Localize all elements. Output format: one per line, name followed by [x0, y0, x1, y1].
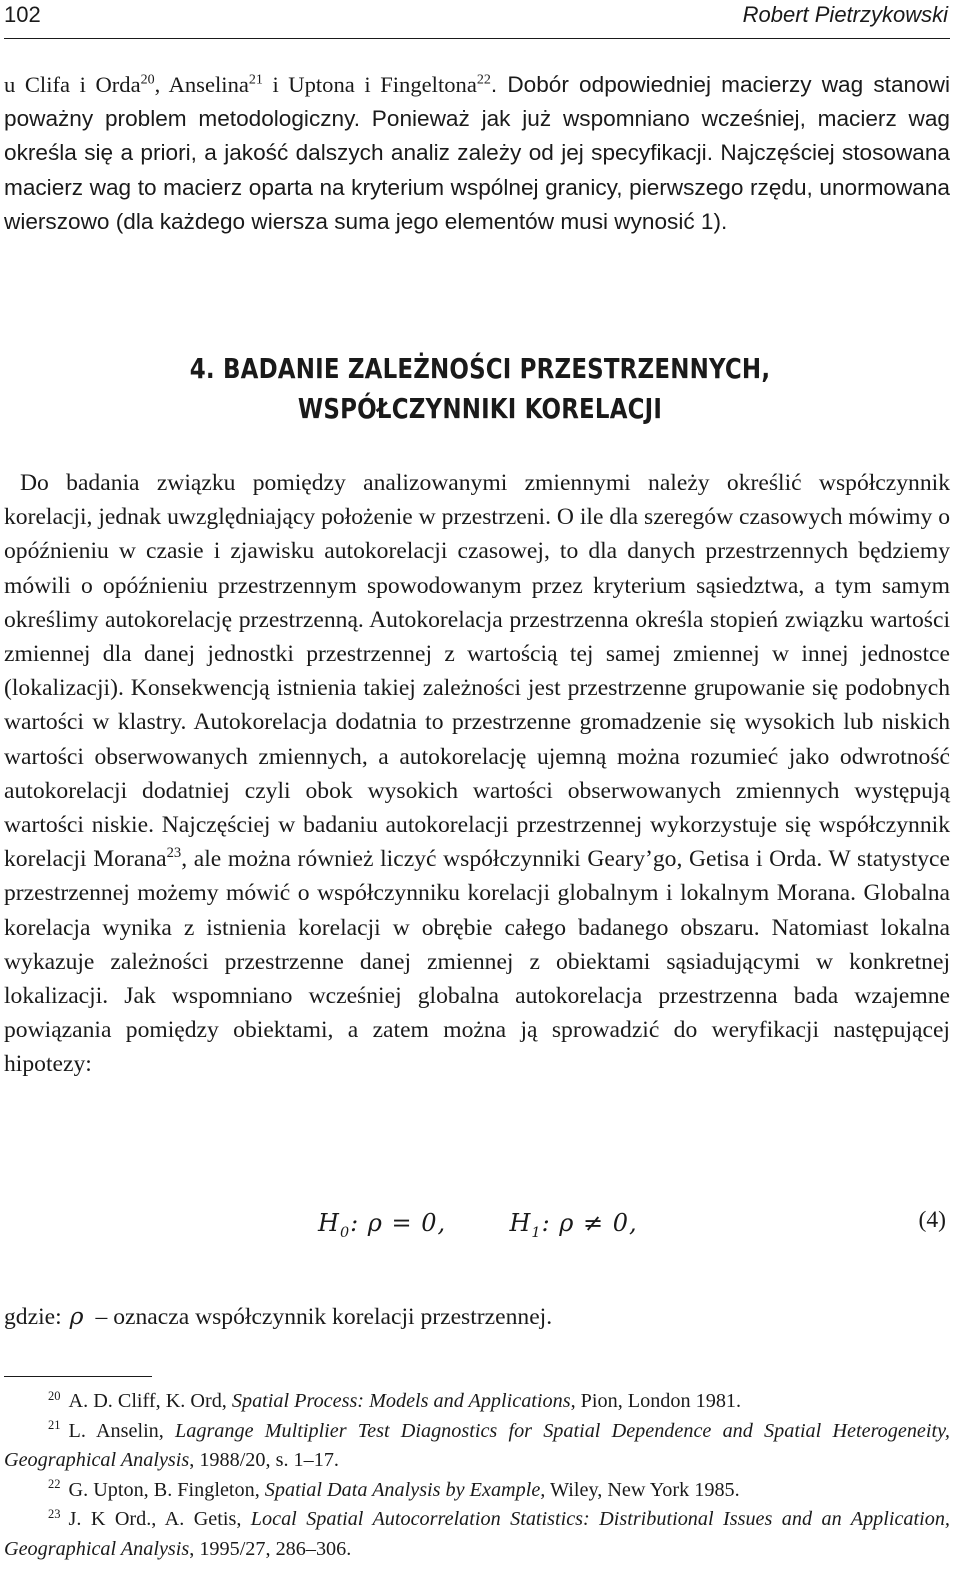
- footnote-title: Local Spatial Autocorrelation Statistics: Distributional Issues and an Application, Geographical Analysis: [4, 1508, 950, 1560]
- intro-text: . Dobór odpowiedniej macierzy wag stanowi poważny problem metodologiczny. Ponieważ jak już wspomniano wcześniej, macierz wag określa się a priori, a jakość dalszych analiz zależy od jej specyfikacji. Najczęściej stosowana macierz wag to macierz oparta na kryterium wspólnej granicy, pierwszego rzędu, unormowana wierszowo (dla każdego wiersza suma jego elementów musi wynosić 1).: [4, 72, 950, 234]
- symbol-definition: [4, 1302, 552, 1331]
- footnote: $^{20}$ A. D. Cliff, K. Ord, Spatial Process: Models and Applications, Pion, London 1981.: [48, 1388, 742, 1412]
- intro-text: i Uptona i Fingeltona: [262, 72, 477, 97]
- footnote-ref: 23: [166, 845, 182, 862]
- running-header-author: Robert Pietrzykowski: [742, 2, 948, 27]
- footnote-ref: 22: [476, 72, 491, 88]
- intro-paragraph: [4, 68, 950, 239]
- footnote-divider: [4, 1376, 152, 1377]
- page-number: 102: [4, 2, 41, 27]
- footnote: $^{22}$ G. Upton, B. Fingleton, Spatial Data Analysis by Example, Wiley, New York 1985.: [48, 1477, 740, 1501]
- section-heading-line: WSPÓŁCZYNNIKI KORELACJI: [297, 392, 663, 425]
- section-heading-line: 4. BADANIE ZALEŻNOŚCI PRZESTRZENNYCH,: [189, 352, 771, 385]
- running-header: [4, 0, 950, 39]
- footnote-title: Lagrange Multiplier Test Diagnostics for Spatial Dependence and Spatial Heterogeneity, Geographical Analysis: [4, 1419, 950, 1472]
- footnote: $^{23}$ J. K Ord., A. Getis, Local Spatial Autocorrelation Statistics: Distributional Issues and an Application, Geographical Analysis, 1995/27, 286–306.: [4, 1506, 950, 1560]
- hypothesis-equation: $H_0$: ρ = 0, $H_1$: ρ ≠ 0,: [318, 1209, 638, 1241]
- body-paragraph: [4, 466, 950, 1082]
- footnote-ref: 20: [140, 72, 155, 88]
- footnote-ref: 21: [248, 72, 263, 88]
- intro-text: u Clifa i Orda: [4, 72, 141, 97]
- footnote-title: Spatial Data Analysis by Example,: [264, 1478, 546, 1501]
- definition-label: gdzie:: [4, 1304, 62, 1330]
- equation-block: [0, 1205, 950, 1249]
- footnote-number: 21: [48, 1418, 61, 1433]
- footnotes: [4, 1387, 950, 1565]
- intro-text: , Anselina: [154, 72, 249, 97]
- equation-number: (4): [918, 1207, 946, 1233]
- footnote-number: 22: [48, 1477, 61, 1492]
- footnote-number: 20: [48, 1388, 61, 1403]
- section-heading: [86, 349, 873, 429]
- rho-symbol: ρ: [69, 1302, 84, 1330]
- footnote-title: Spatial Process: Models and Applications: [231, 1390, 571, 1412]
- footnote: $^{21}$ L. Anselin, Lagrange Multiplier Test Diagnostics for Spatial Dependence and Spatial Heterogeneity, Geographical Analysis, 1988/20, s. 1–17.: [4, 1418, 950, 1472]
- body-text: , ale można również liczyć współczynniki Geary’go, Getisa i Orda. W statystyce przestrzennej możemy mówić o współczynniku korelacji globalnym i lokalnym Morana. Globalna korelacja wynika z istnienia korelacji w obrębie całego badanego obszaru. Natomiast lokalna wykazuje zależności przestrzenne danej zmiennej z obiektami sąsiadującymi w konkretnej lokalizacji. Jak wspomniano wcześniej globalna autokorelacja przestrzenna bada wzajemne powiązania pomiędzy obiektami, a zatem można ją sprowadzić do weryfikacji następującej hipotezy:: [4, 846, 950, 1078]
- body-text: Do badania związku pomiędzy analizowanymi zmiennymi należy określić współczynnik korelacji, jednak uwzględniający położenie w przestrzeni. O ile dla szeregów czasowych mówimy o opóźnieniu w czasie i zjawisku autokorelacji czasowej, to dla danych przestrzennych będziemy mówili o opóźnieniu przestrzennym spowodowanym przez kryterium sąsiedztwa, a tym samym określimy autokorelację przestrzenną. Autokorelacja przestrzenna określa stopień związku wartości zmiennej dla danej jednostki przestrzennej z wartością tej samej zmiennej w innej jednostce (lokalizacji). Konsekwencją istnienia takiej zależności jest przestrzenne grupowanie się podobnych wartości w klastry. Autokorelacja dodatnia to przestrzenne gromadzenie się wysokich lub niskich wartości obserwowanych zmiennych, a autokorelację ujemną można rozumieć jako odwrotność autokorelacji dodatniej czyli obok wysokich wartości obserwowanych zmiennych występują wartości niskie. Najczęściej w badaniu autokorelacji przestrzennej wykorzystuje się współczynnik korelacji Morana: [4, 470, 951, 873]
- footnote-number: 23: [48, 1506, 61, 1521]
- definition-text: – oznacza współczynnik korelacji przestrzennej.: [95, 1304, 553, 1330]
